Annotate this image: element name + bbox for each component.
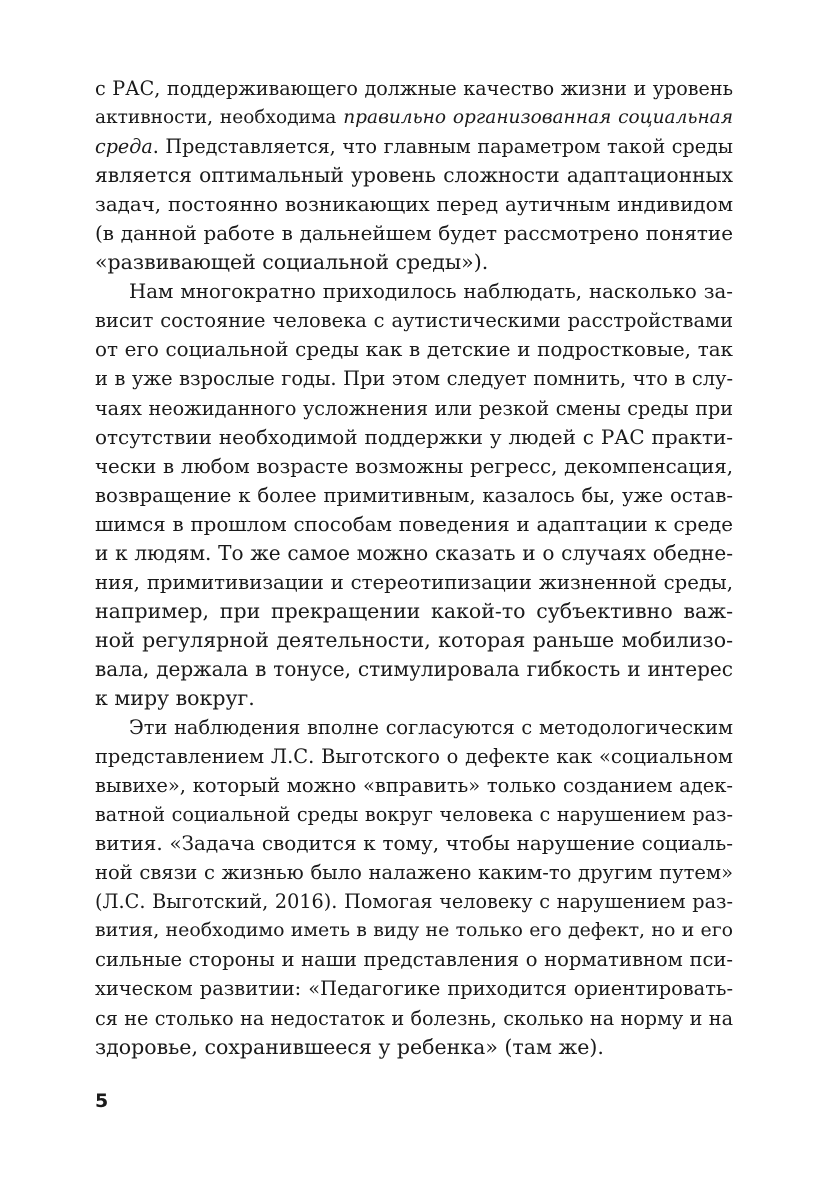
- text-line: возвращение к более примитивным, казалось бы, уже остав-: [95, 483, 733, 507]
- text-line: и к людям. То же самое можно сказать и о случаях обедне-: [95, 540, 733, 565]
- text-line: здоровье, сохранившееся у ребенка» (там же).: [95, 1034, 604, 1059]
- paragraph-3: [95, 713, 733, 1062]
- text-line: чески в любом возрасте возможны регресс, декомпенсация,: [95, 454, 733, 478]
- text-line: «развивающей социальной среды»).: [95, 250, 489, 275]
- text-line: отсутствии необходимой поддержки у людей с РАС практи-: [95, 424, 733, 449]
- page-body: [95, 74, 733, 1062]
- text-line: ния, примитивизации и стереотипизации жизненной среды,: [95, 570, 733, 594]
- emphasis-text: правильно организованная социальная: [343, 107, 733, 129]
- text-line: ной регулярной деятельности, которая раньше мобилизо-: [95, 627, 733, 652]
- text-line: и в уже взрослые годы. При этом следует помнить, что в слу-: [95, 367, 733, 391]
- text-line: является оптимальный уровень сложности адаптационных: [95, 163, 733, 188]
- text-line: от его социальной среды как в детские и подростковые, так: [95, 338, 733, 362]
- text-line: хическом развитии: «Педагогике приходится ориентировать-: [95, 977, 733, 1001]
- text-line: вития. «Задача сводится к тому, чтобы нарушение социаль-: [95, 832, 733, 856]
- text-line: Эти наблюдения вполне согласуются с методологическим: [129, 716, 733, 740]
- text-line: вала, держала в тонусе, стимулировала гибкость и интерес: [95, 656, 733, 681]
- text-line: ватной социальной среды вокруг человека с нарушением раз-: [95, 803, 733, 827]
- text-line: вывихе», который можно «вправить» только созданием адек-: [95, 774, 733, 798]
- text-line: (в данной работе в дальнейшем будет рассмотрено понятие: [95, 222, 733, 246]
- text-line: сильные стороны и наши представления о нормативном пси-: [95, 948, 733, 972]
- text-line: [95, 132, 733, 161]
- text-line: Нам многократно приходилось наблюдать, насколько за-: [129, 280, 733, 304]
- text-line: задач, постоянно возникающих перед аутичным индивидом: [95, 193, 733, 217]
- text-line: ся не столько на недостаток и болезнь, сколько на норму и на: [95, 1006, 733, 1030]
- text-line: чаях неожиданного усложнения или резкой смены среды при: [95, 396, 733, 420]
- paragraph-1: [95, 74, 733, 277]
- text-run: . Представляется, что главным параметром такой среды: [152, 135, 733, 159]
- text-line: представлением Л.С. Выготского о дефекте как «социальном: [95, 745, 733, 769]
- page-number: 5: [95, 1090, 109, 1112]
- text-line: с РАС, поддерживающего должные качество жизни и уровень: [95, 77, 733, 100]
- text-line: шимся в прошлом способам поведения и адаптации к среде: [95, 512, 733, 536]
- text-line: [95, 103, 733, 132]
- emphasis-text: среда: [95, 135, 153, 159]
- text-line: висит состояние человека с аутистическими расстройствами: [95, 309, 733, 333]
- text-line: вития, необходимо иметь в виду не только его дефект, но и его: [95, 919, 733, 942]
- text-run: активности, необходима: [95, 107, 344, 129]
- text-line: например, при прекращении какой-то субъективно важ-: [95, 598, 733, 623]
- text-line: ной связи с жизнью было налажено каким-то другим путем»: [95, 861, 733, 885]
- text-line: к миру вокруг.: [95, 685, 255, 710]
- paragraph-2: [95, 277, 733, 713]
- text-line: (Л.С. Выготский, 2016). Помогая человеку с нарушением раз-: [95, 890, 733, 914]
